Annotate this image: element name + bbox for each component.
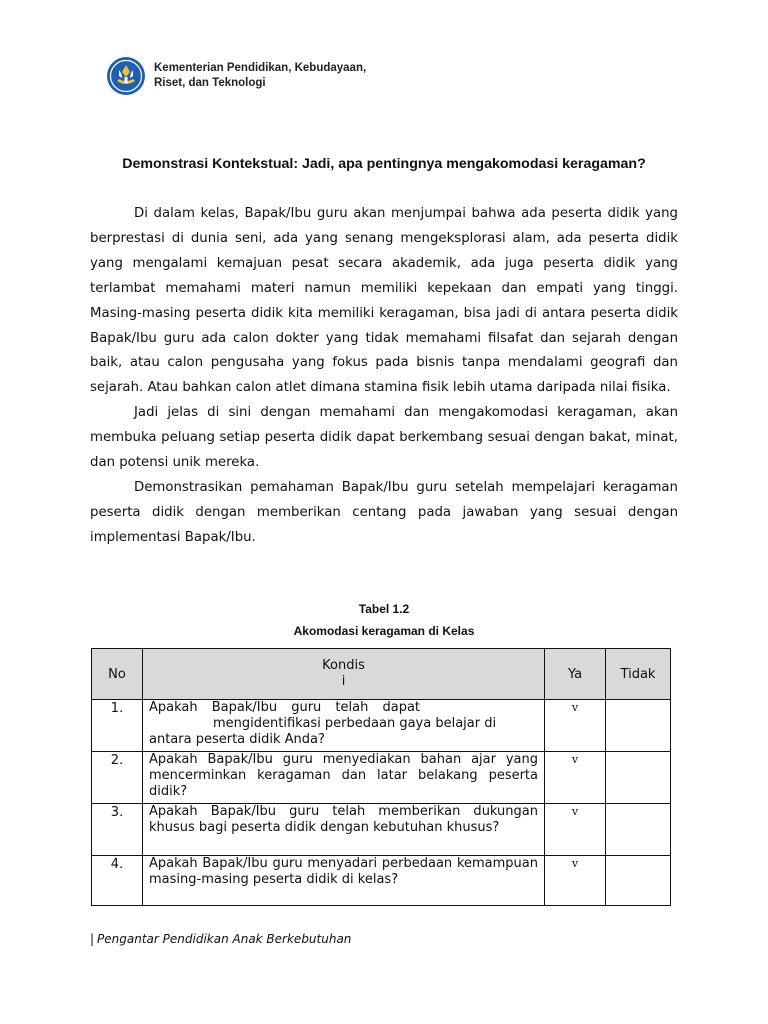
table-row [92,700,671,752]
page-title: Demonstrasi Kontekstual: Jadi, apa pentingnya mengakomodasi keragaman? [122,156,646,172]
header-no: No [92,649,143,700]
row-ya-check: v [545,804,606,856]
table-row [92,804,671,856]
paragraph-3: Demonstrasikan pemahaman Bapak/Ibu guru setelah mempelajari keragaman peserta didik dengan memberikan centang pada jawaban yang sesuai dengan implementasi Bapak/Ibu. [90,479,678,545]
header-tidak: Tidak [606,649,671,700]
table-row [92,856,671,906]
page-footer [90,932,351,946]
tut-wuri-handayani-logo-icon [106,56,146,96]
accommodation-table [91,648,671,906]
body-text [90,202,678,551]
row-question: Apakah Bapak/Ibu guru menyadari perbedaan kemampuan masing-masing peserta didik di kelas? [143,856,545,906]
header-ya: Ya [545,649,606,700]
row-question-line-1: Apakah Bapak/Ibu guru telah dapat [149,700,421,715]
header-kondisi-line-2: i [341,674,346,689]
org-line-2: Riset, dan Teknologi [154,77,266,89]
org-line-1: Kementerian Pendidikan, Kebudayaan, [154,62,367,74]
row-ya-check: v [545,752,606,804]
table-header-row [92,649,671,700]
header-kondisi-line-1: Kondis [322,658,365,673]
row-number: 4. [92,856,143,906]
row-number: 3. [92,804,143,856]
row-question-line-2: mengidentifikasi perbedaan gaya belajar di [213,716,497,731]
row-tidak [606,804,671,856]
row-number: 2. [92,752,143,804]
header-kondisi [143,649,545,700]
row-ya-check: v [545,856,606,906]
table-row [92,752,671,804]
document-header [106,56,366,96]
row-question-line-3: antara peserta didik Anda? [149,732,325,747]
table-caption-number: Tabel 1.2 [358,602,410,616]
paragraph-2: Jadi jelas di sini dengan memahami dan mengakomodasi keragaman, akan membuka peluang setiap peserta didik dapat berkembang sesuai dengan bakat, minat, dan potensi unik mereka. [90,405,678,471]
table-caption-title: Akomodasi keragaman di Kelas [293,624,475,638]
row-number: 1. [92,700,143,752]
row-question [143,700,545,752]
row-question: Apakah Bapak/Ibu guru menyediakan bahan ajar yang mencerminkan keragaman dan latar belakang peserta didik? [143,752,545,804]
footer-text: Pengantar Pendidikan Anak Berkebutuhan [97,932,352,946]
footer-bar: | [90,932,95,946]
row-tidak [606,700,671,752]
row-tidak [606,752,671,804]
row-ya-check: v [545,700,606,752]
row-tidak [606,856,671,906]
organization-name [154,61,366,91]
paragraph-1: Di dalam kelas, Bapak/Ibu guru akan menjumpai bahwa ada peserta didik yang berprestasi di dunia seni, ada yang senang mengeksplorasi alam, ada peserta didik yang mengalami kemajuan pesat secara akademik, ada juga peserta didik yang terlambat memahami materi namun memiliki kepekaan dan empati yang tinggi. Masing-masing peserta didik kita memiliki keragaman, bisa jadi di antara peserta didik Bapak/Ibu guru ada calon dokter yang tidak memahami filsafat dan sejarah dengan baik, atau calon pengusaha yang fokus pada bisnis tanpa mendalami geografi dan sejarah. Atau bahkan calon atlet dimana stamina fisik lebih utama daripada nilai fisika. [90,206,678,396]
row-question: Apakah Bapak/Ibu guru telah memberikan dukungan khusus bagi peserta didik dengan kebutuhan khusus? [143,804,545,856]
